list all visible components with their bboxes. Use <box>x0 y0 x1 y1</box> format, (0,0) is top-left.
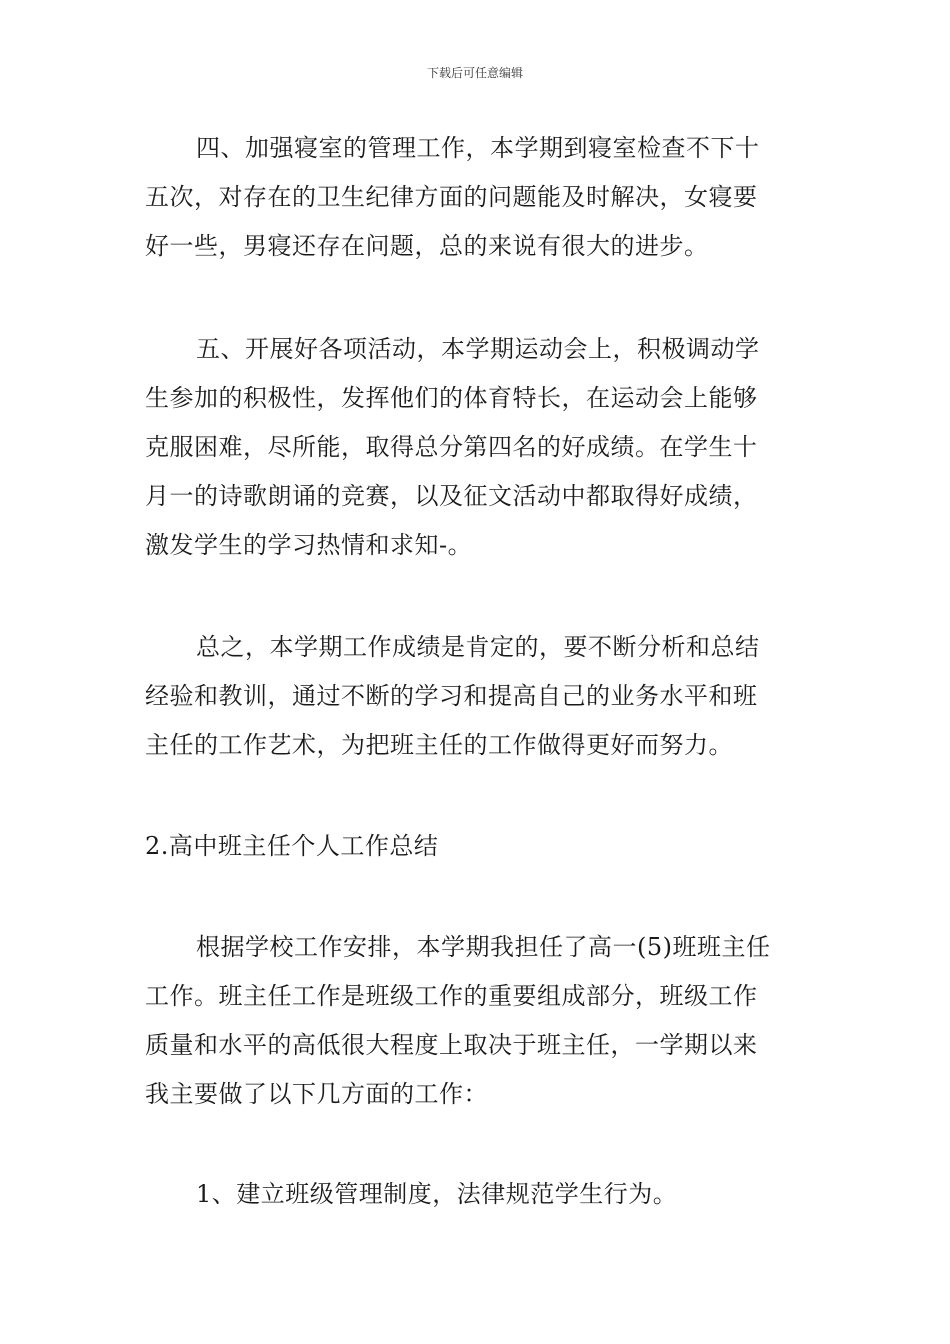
paragraph-line: 质量和水平的高低很大程度上取决于班主任，一学期以来 <box>145 1031 758 1059</box>
list-item-text: 1、建立班级管理制度，法律规范学生行为。 <box>196 1180 678 1208</box>
page-header: 下载后可任意编辑 <box>426 66 523 80</box>
paragraph-line: 五、开展好各项活动，本学期运动会上，积极调动学 <box>196 335 760 363</box>
section-title: 2.高中班主任个人工作总结 <box>145 832 439 860</box>
paragraph-line: 克服困难，尽所能，取得总分第四名的好成绩。在学生十 <box>145 433 758 461</box>
paragraph-line: 我主要做了以下几方面的工作： <box>145 1080 488 1108</box>
paragraph-line: 好一些，男寝还存在问题，总的来说有很大的进步。 <box>145 232 709 260</box>
paragraph-activities <box>145 325 815 570</box>
paragraph-intro <box>145 923 815 1119</box>
section-heading <box>145 822 815 871</box>
paragraph-line: 根据学校工作安排，本学期我担任了高一(5)班班主任 <box>196 933 771 961</box>
paragraph-line: 四、加强寝室的管理工作，本学期到寝室检查不下十 <box>196 134 760 162</box>
paragraph-dormitory <box>145 124 815 271</box>
paragraph-summary <box>145 623 815 770</box>
paragraph-line: 月一的诗歌朗诵的竞赛，以及征文活动中都取得好成绩， <box>145 482 758 510</box>
list-item-1 <box>145 1170 815 1219</box>
paragraph-line: 五次，对存在的卫生纪律方面的问题能及时解决，女寝要 <box>145 183 758 211</box>
paragraph-line: 生参加的积极性，发挥他们的体育特长，在运动会上能够 <box>145 384 758 412</box>
paragraph-line: 工作。班主任工作是班级工作的重要组成部分，班级工作 <box>145 982 758 1010</box>
paragraph-line: 主任的工作艺术，为把班主任的工作做得更好而努力。 <box>145 731 733 759</box>
paragraph-line: 经验和教训，通过不断的学习和提高自己的业务水平和班 <box>145 682 758 710</box>
paragraph-line: 激发学生的学习热情和求知-。 <box>145 531 473 559</box>
paragraph-line: 总之，本学期工作成绩是肯定的，要不断分析和总结 <box>196 633 760 661</box>
